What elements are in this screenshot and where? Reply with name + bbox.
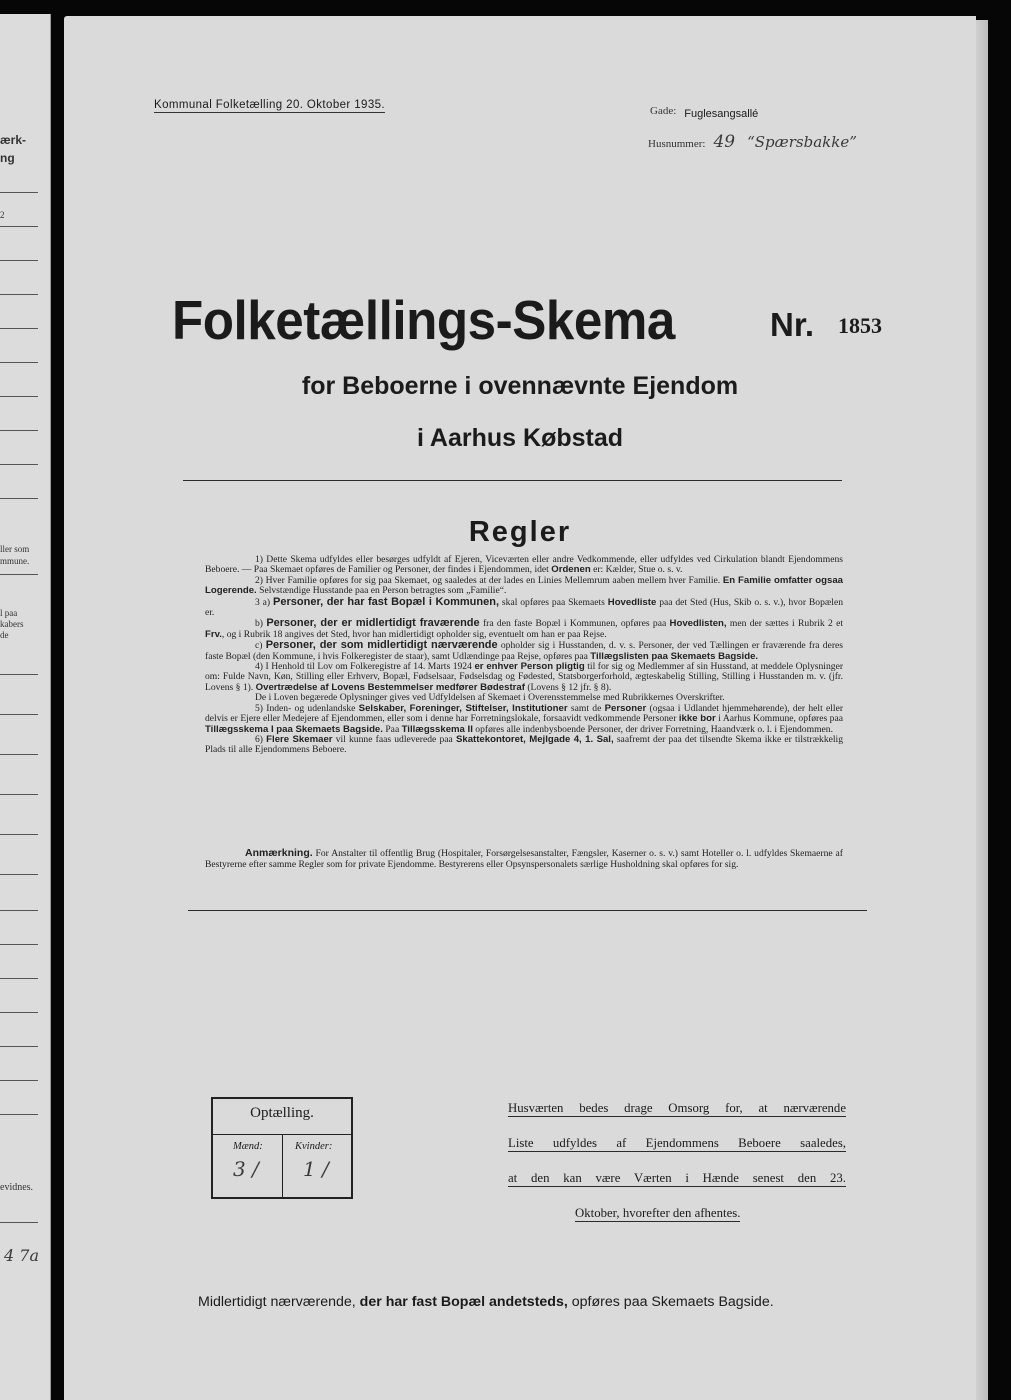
- rule-1: 1) Dette Skema udfyldes eller besørges udfyldt af Ejeren, Viceværten eller andre Vedkommende, eller udfyldes ved Cirkulation blandt Ejendommens Beboere. — Paa Skemaet opføres de Familier og Personer, der findes i Ejendommen, idet Ordenen er: Kælder, Stue o. s. v.: [205, 554, 843, 576]
- rule-4-cont: De i Loven begærede Oplysninger gives ved Udfyldelsen af Skemaet i Overensstemmelse med Rubrikkernes Overskrifter.: [255, 692, 725, 704]
- left-page-line: [0, 226, 38, 227]
- notice-line: Liste udfyldes af Ejendommens Beboere saaledes,: [508, 1136, 846, 1150]
- rule-6: 6) Flere Skemaer vil kunne faas udleverede paa Skattekontoret, Mejlgade 4, 1. Sal, saafremt der paa det tilsendte Skema ikke er tilstrækkelig Plads til alle Ejendommens Beboere.: [205, 733, 843, 756]
- left-page-text: l paa: [0, 608, 18, 618]
- rule-5: 5) Inden- og udenlandske Selskaber, Foreninger, Stiftelser, Institutioner samt de Personer (ogsaa i Udlandet hjemmehørende), der helt eller delvis er Ejere eller Medejere af Ejendommen, eller som i denne har Forretningslokale, forsaavidt vedkommende Personer ikke bor i Aarhus Kommune, opføres paa Tillægsskema I paa Skemaets Bagside. Paa Tillægsskema II opføres alle indenbysboende Personer, der driver Forretning, Haandværk o. l. i Ejendommen.: [205, 702, 844, 735]
- remark-lead: Anmærkning.: [245, 847, 313, 859]
- rule-2: 2) Hver Familie opføres for sig paa Skemaet, og saaledes at der lades en Linies Mellemrum aaben mellem hver Familie. En Familie omfatter ogsaa Logerende. Selvstændige Husstande paa en Person betragtes som „Familie“.: [205, 574, 843, 597]
- left-page-line: [0, 1012, 38, 1013]
- notice-line: Oktober, hvorefter den afhentes.: [575, 1206, 741, 1220]
- house-number-label: Husnummer:: [648, 138, 706, 150]
- left-page-line: [0, 910, 38, 911]
- left-page-line: [0, 834, 38, 835]
- left-page-text: mmune.: [0, 556, 30, 566]
- footer-text: opføres paa Skemaets Bagside.: [571, 1294, 774, 1310]
- left-page-text: 2: [0, 210, 5, 220]
- house-number-value: 49: [713, 132, 736, 152]
- left-page-line: [0, 1046, 38, 1047]
- left-page-line: [0, 430, 38, 431]
- divider: [183, 480, 842, 481]
- notice-line: at den kan være Værten i Hænde senest den 23.: [508, 1171, 846, 1185]
- rule-3b: b) Personer, der er midlertidigt fraværende fra den faste Bopæl i Kommunen, opføres paa Hovedlisten, men der sættes i Rubrik 2 et Frv., og i Rubrik 18 angives det Sted, hvor han midlertidigt opholder sig, eventuelt om han er paa Rejse.: [205, 617, 843, 640]
- form-number-label: Nr.: [770, 306, 815, 343]
- left-page-text: kabers: [0, 619, 24, 629]
- form-subtitle: for Beboerne i ovennævnte Ejendom: [301, 372, 739, 400]
- form-title: Folketællings-Skema: [172, 289, 675, 351]
- rule-3c: c) Personer, der som midlertidigt nærværende opholder sig i Husstanden, d. v. s. Personer, der ved Tællingen er fraværende fra deres faste Bopæl (den Kommune, i hvis Folkeregister de staar), samt Udlændinge paa Rejse, opføres paa Tillægslisten paa Skemaets Bagside.: [205, 639, 844, 662]
- census-date-line: Kommunal Folketælling 20. Oktober 1935.: [154, 99, 386, 111]
- left-page-fragment: [0, 14, 51, 1400]
- left-page-line: [0, 498, 38, 499]
- women-count: 1 /: [303, 1157, 329, 1181]
- left-page-text: ærk-: [0, 133, 27, 147]
- left-page-line: [0, 260, 38, 261]
- left-page-line: [0, 192, 38, 193]
- left-page-line: [0, 1222, 38, 1223]
- count-box-divider: [282, 1134, 283, 1197]
- men-label: Mænd:: [233, 1141, 263, 1152]
- notice-line: Husværten bedes drage Omsorg for, at nærværende: [508, 1101, 846, 1115]
- left-page-line: [0, 944, 38, 945]
- house-number-row: [648, 132, 857, 152]
- page-edge: [976, 20, 988, 1400]
- left-page-line: [0, 1114, 38, 1115]
- left-page-text: 4 7a: [4, 1246, 39, 1265]
- street-row: [650, 101, 758, 119]
- rule-3a: 3 a) Personer, der har fast Bopæl i Kommunen, skal opføres paa Skemaets Hovedliste paa det Sted (Hus, Skib o. s. v.), hvor Bopælen er.: [205, 595, 844, 619]
- left-page-line: [0, 574, 38, 575]
- left-page-line: [0, 464, 38, 465]
- rules-text: [205, 555, 843, 756]
- form-number-value: 1853: [838, 313, 882, 338]
- left-page-line: [0, 754, 38, 755]
- left-page-line: [0, 362, 38, 363]
- left-page-text: de: [0, 630, 9, 640]
- women-label: Kvinder:: [295, 1141, 333, 1152]
- left-page-line: [0, 978, 38, 979]
- left-page-text: evidnes.: [0, 1182, 34, 1193]
- left-page-line: [0, 874, 38, 875]
- left-page-line: [0, 714, 38, 715]
- left-page-line: [0, 396, 38, 397]
- left-page-line: [0, 328, 38, 329]
- remark-body: For Anstalter til offentlig Brug (Hospitaler, Forsørgelsesanstalter, Fængsler, Kaserner o. s. v.) samt Hoteller o. l. udfyldes Skemaerne af Bestyrerne efter samme Regler som for private Ejendomme. Bestyrerens eller Opsynspersonalets særlige Husholdning skal opføres for sig.: [205, 848, 843, 870]
- footer-instruction: [198, 1294, 774, 1310]
- form-subtitle-city: i Aarhus Købstad: [416, 424, 624, 452]
- footer-text-bold: der har fast Bopæl andetsteds,: [359, 1294, 568, 1310]
- divider: [188, 910, 867, 911]
- street-value: Fuglesangsallé: [684, 108, 759, 120]
- rule-4: 4) I Henhold til Lov om Folkeregistre af 14. Marts 1924 er enhver Person pligtig til for sig og Medlemmer af sin Husstand, at meddele Oplysninger om: Fulde Navn, Køn, Stilling eller Erhverv, Bopæl, Fødselsaar, Fødselsdag og Fødested, Statsborgerforhold, ægteskabelig Stilling, Stilling i Husstanden m. v. (jfr. Lovens § 1). Overtrædelse af Lovens Bestemmelser medfører Bødestraf (Lovens § 12 jfr. § 8).: [205, 661, 844, 693]
- left-page-text: ller som: [0, 544, 30, 554]
- rules-heading: Regler: [468, 516, 572, 548]
- men-count: 3 /: [233, 1157, 259, 1181]
- left-page-line: [0, 1080, 38, 1081]
- count-box: [211, 1097, 353, 1199]
- left-page-text: ng: [0, 151, 15, 165]
- left-page-line: [0, 794, 38, 795]
- left-page-line: [0, 674, 38, 675]
- street-label: Gade:: [650, 105, 677, 117]
- count-box-title: Optælling.: [250, 1105, 314, 1121]
- remark-text: [205, 848, 843, 871]
- footer-text: Midlertidigt nærværende,: [198, 1294, 356, 1310]
- house-name-note: “Spærsbakke”: [747, 133, 857, 151]
- left-page-line: [0, 294, 38, 295]
